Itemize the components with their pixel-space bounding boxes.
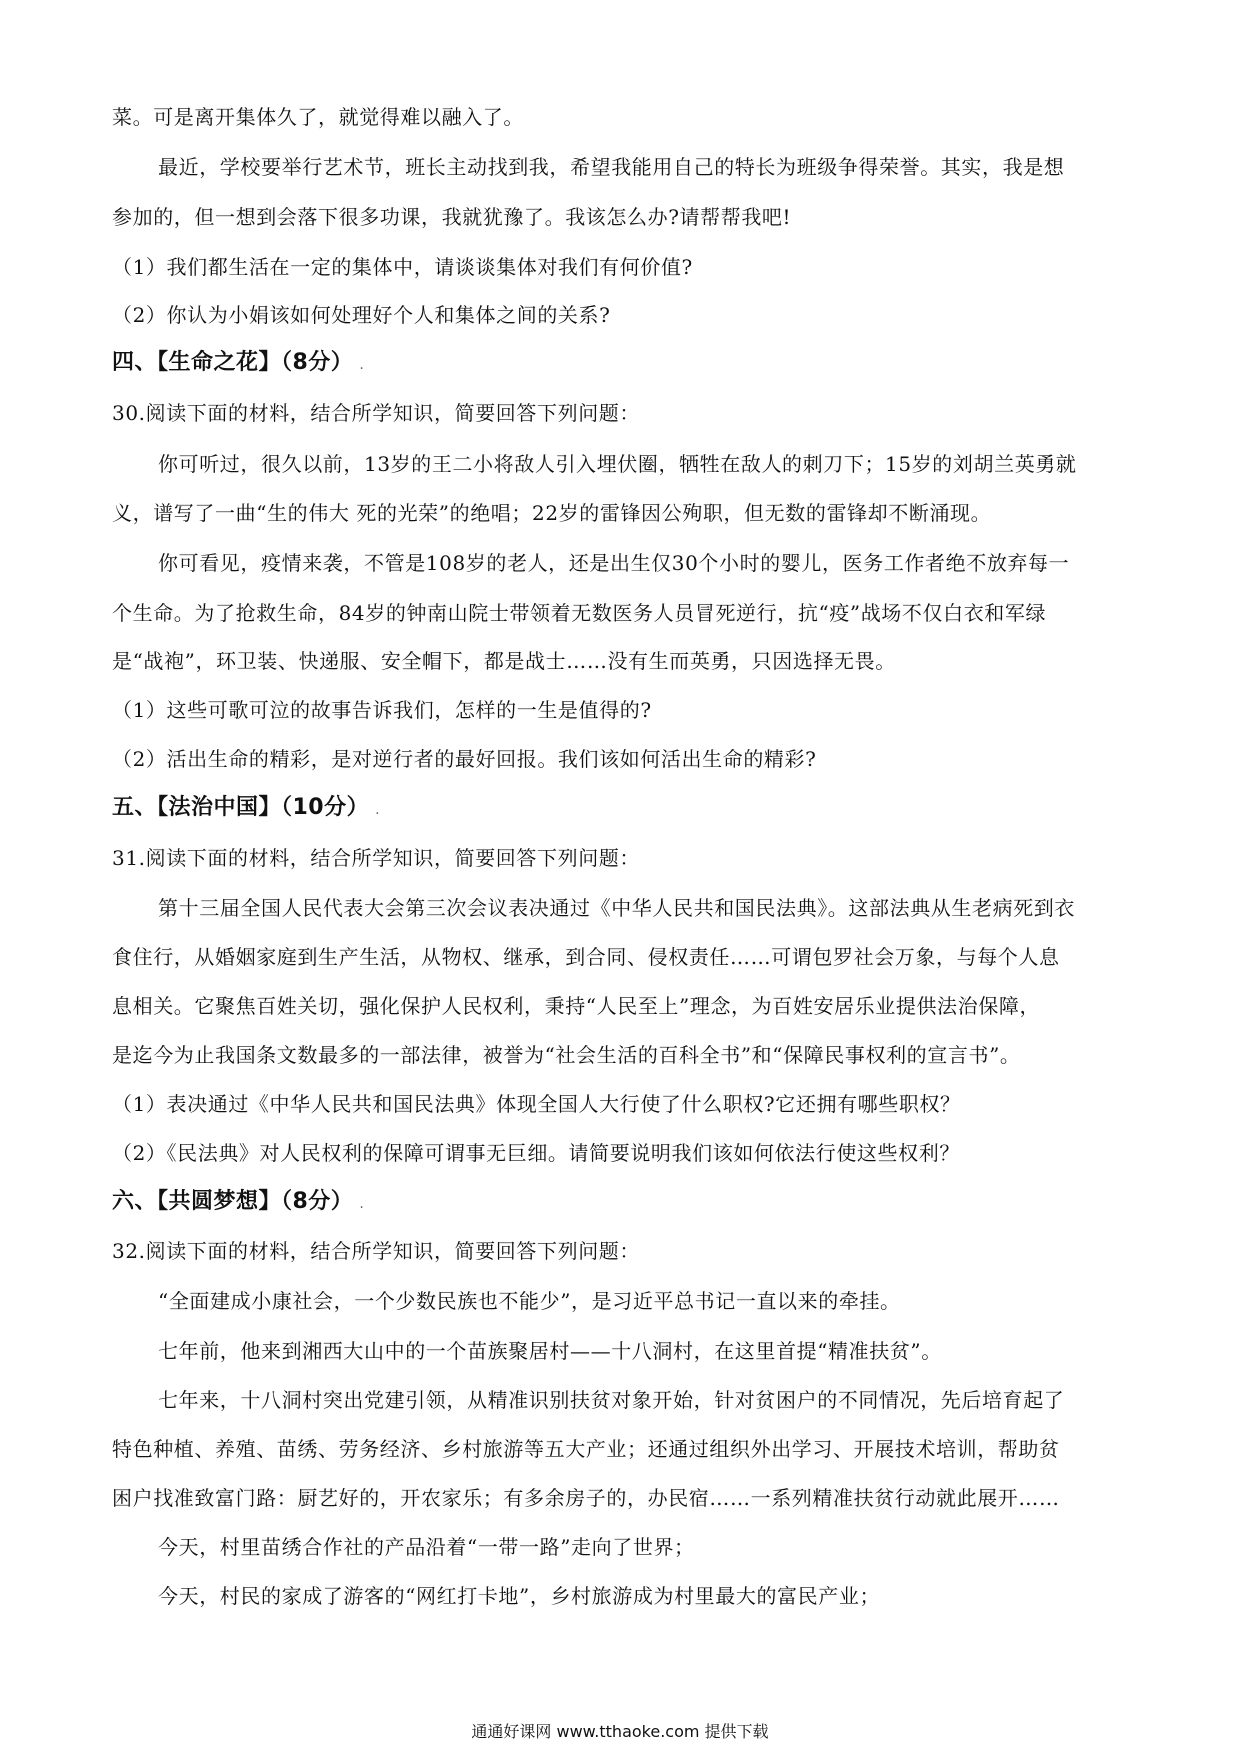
material-line: “全面建成小康社会，一个少数民族也不能少”，是习近平总书记一直以来的牵挂。	[158, 1289, 901, 1313]
question-1: （1）表决通过《中华人民共和国民法典》体现全国人大行使了什么职权?它还拥有哪些职权？	[112, 1092, 961, 1116]
question-1: （1）我们都生活在一定的集体中，请谈谈集体对我们有何价值?	[112, 255, 693, 279]
material-line: 特色种植、养殖、苗绣、劳务经济、乡村旅游等五大产业；还通过组织外出学习、开展技术培训，帮助贫	[112, 1437, 1060, 1461]
question-prompt: 30.阅读下面的材料，结合所学知识，简要回答下列问题：	[112, 401, 641, 425]
material-line: 你可看见，疫情来袭，不管是108岁的老人，还是出生仅30个小时的婴儿，医务工作者绝不放弃每一	[158, 551, 1070, 575]
material-line: 息相关。它聚焦百姓关切，强化保护人民权利，秉持“人民至上”理念，为百姓安居乐业提供法治保障，	[112, 994, 1041, 1018]
footer-watermark: 通通好课网 www.tthaoke.com 提供下载	[471, 1722, 769, 1741]
section-heading-text: 六、【共圆梦想】（8分）	[112, 1189, 354, 1214]
material-line: 今天，村里苗绣合作社的产品沿着“一带一路”走向了世界；	[158, 1535, 695, 1559]
material-line: 七年前，他来到湘西大山中的一个苗族聚居村——十八洞村，在这里首提“精准扶贫”。	[158, 1339, 942, 1363]
question-prompt: 32.阅读下面的材料，结合所学知识，简要回答下列问题：	[112, 1239, 641, 1263]
material-line: 七年来，十八洞村突出党建引领，从精准识别扶贫对象开始，针对贫困户的不同情况，先后培育起了	[158, 1388, 1065, 1412]
material-line: 第十三届全国人民代表大会第三次会议表决通过《中华人民共和国民法典》。这部法典从生老病死到衣	[158, 896, 1075, 920]
material-line: 今天，村民的家成了游客的“网红打卡地”，乡村旅游成为村里最大的富民产业；	[158, 1584, 881, 1608]
section-heading: 六、【共圆梦想】（8分） .	[112, 1189, 365, 1214]
material-line: 你可听过，很久以前，13岁的王二小将敌人引入埋伏圈，牺牲在敌人的刺刀下；15岁的刘胡兰英勇就	[158, 452, 1077, 476]
material-line: 义，谱写了一曲“生的伟大 死的光荣”的绝唱；22岁的雷锋因公殉职，但无数的雷锋却不断涌现。	[112, 501, 992, 525]
section-heading-text: 五、【法治中国】（10分）	[112, 795, 370, 820]
question-2: （2）你认为小娟该如何处理好个人和集体之间的关系?	[112, 303, 611, 327]
question-2: （2）活出生命的精彩，是对逆行者的最好回报。我们该如何活出生命的精彩?	[112, 747, 817, 771]
material-line: 食住行，从婚姻家庭到生产生活，从物权、继承，到合同、侵权责任……可谓包罗社会万象，与每个人息	[112, 945, 1060, 969]
section-heading-text: 四、【生命之花】（8分）	[112, 350, 354, 375]
material-line: 困户找准致富门路：厨艺好的，开农家乐；有多余房子的，办民宿……一系列精准扶贫行动就此展开……	[112, 1486, 1060, 1510]
section-heading: 五、【法治中国】（10分） .	[112, 795, 381, 820]
question-2: （2）《民法典》对人民权利的保障可谓事无巨细。请简要说明我们该如何依法行使这些权利？	[112, 1141, 960, 1165]
intro-paragraph-line: 参加的，但一想到会落下很多功课，我就犹豫了。我该怎么办?请帮帮我吧!	[112, 205, 792, 229]
question-1: （1）这些可歌可泣的故事告诉我们，怎样的一生是值得的?	[112, 698, 652, 722]
intro-line: 菜。可是离开集体久了，就觉得难以融入了。	[112, 105, 524, 129]
question-prompt: 31.阅读下面的材料，结合所学知识，简要回答下列问题：	[112, 846, 641, 870]
material-line: 是迄今为止我国条文数最多的一部法律，被誉为“社会生活的百科全书”和“保障民事权利的宣言书”。	[112, 1043, 1021, 1067]
section-heading: 四、【生命之花】（8分） .	[112, 350, 365, 375]
intro-paragraph-line: 最近，学校要举行艺术节，班长主动找到我，希望我能用自己的特长为班级争得荣誉。其实，我是想	[158, 155, 1065, 179]
material-line: 个生命。为了抢救生命，84岁的钟南山院士带领着无数医务人员冒死逆行，抗“疫”战场不仅白衣和军绿	[112, 601, 1047, 625]
material-line: 是“战袍”，环卫装、快递服、安全帽下，都是战士……没有生而英勇，只因选择无畏。	[112, 649, 896, 673]
